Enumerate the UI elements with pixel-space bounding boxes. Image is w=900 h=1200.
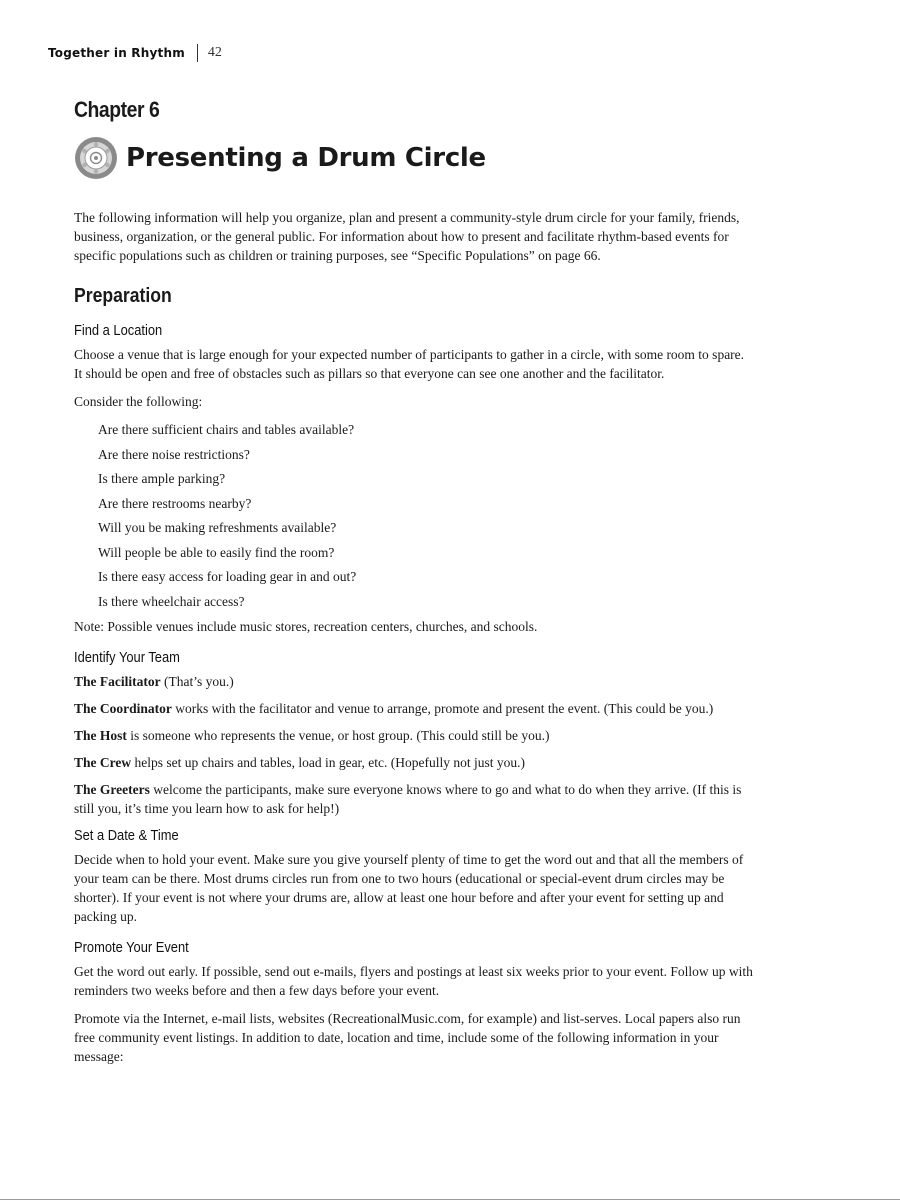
list-item: Is there easy access for loading gear in and out? [98,569,357,584]
chapter-title: Presenting a Drum Circle [126,143,486,173]
role-description: (That’s you.) [160,673,234,689]
header-divider [197,44,198,62]
page-content [74,96,754,1075]
consider-intro: Consider the following: [74,394,203,409]
list-item: Will people be able to easily find the room? [98,544,335,560]
drum-circle-emblem-icon [74,136,118,180]
team-roles [74,672,754,818]
role-description: welcome the participants, make sure everyone knows where to go and what to do when they arrive. (If this is still you, it’s time you learn how to ask for help!) [74,781,742,816]
role-description: works with the facilitator and venue to arrange, promote and present the event. (This could be you.) [171,700,714,716]
role-name: The Greeters [74,781,150,797]
subheading-date-time: Set a Date & Time [74,826,179,844]
role-description: helps set up chairs and tables, load in gear, etc. (Hopefully not just you.) [131,754,525,770]
section-heading-preparation: Preparation [74,285,172,307]
list-item: Is there ample parking? [98,471,226,486]
subheading-identify-team: Identify Your Team [74,648,180,666]
chapter-title-row [74,136,754,180]
intro-paragraph: The following information will help you organize, plan and present a community-style drum circle for your family, friends, business, organization, or the general public. For information about how to present and facilitate rhythm-based events for specific populations such as children or training purposes, see “Specific Populations” on page 66. [74,210,740,263]
list-item: Are there restrooms nearby? [98,495,252,511]
role-name: The Facilitator [74,673,161,689]
promote-paragraph-2: Promote via the Internet, e-mail lists, websites (RecreationalMusic.com, for example) and list-serves. Local papers also run free community event listings. In addition to date, location and time, include some of the following information in your message: [74,1010,741,1064]
list-item: Are there noise restrictions? [98,446,250,462]
venue-note: Note: Possible venues include music stores, recreation centers, churches, and schools. [74,618,538,634]
list-item: Are there sufficient chairs and tables available? [98,422,355,437]
role-name: The Host [74,727,127,743]
list-item: Is there wheelchair access? [98,593,245,609]
role-description: is someone who represents the venue, or host group. (This could still be you.) [126,727,550,743]
page-number: 42 [207,45,222,60]
promote-paragraph-1: Get the word out early. If possible, send out e-mails, flyers and postings at least six weeks prior to your event. Follow up with reminders two weeks before and then a few days before your event. [74,963,753,998]
list-item: Will you be making refreshments available? [98,520,337,535]
team-role-facilitator [74,672,754,691]
considerations-list [74,420,754,611]
subheading-find-location: Find a Location [74,322,163,339]
chapter-label: Chapter 6 [74,97,160,122]
team-role-coordinator [74,699,754,718]
team-role-host [74,726,754,745]
role-name: The Coordinator [74,700,172,716]
team-role-crew [74,753,754,772]
book-title: Together in Rhythm [48,46,185,60]
role-name: The Crew [74,754,132,770]
running-head [48,44,222,62]
team-role-greeters [74,780,754,818]
location-paragraph: Choose a venue that is large enough for your expected number of participants to gather in a circle, with some room to spare. It should be open and free of obstacles such as pillars so that everyone can see one another and the facilitator. [74,347,745,381]
date-time-paragraph: Decide when to hold your event. Make sure you give yourself plenty of time to get the word out and that all the members of your team can be there. Most drums circles run from one to two hours (educational or special-event drum circles may be shorter). If your event is not where your drums are, allow at least one hour before and after your event for setting up and packing up. [74,851,744,924]
subheading-promote-event: Promote Your Event [74,938,189,956]
